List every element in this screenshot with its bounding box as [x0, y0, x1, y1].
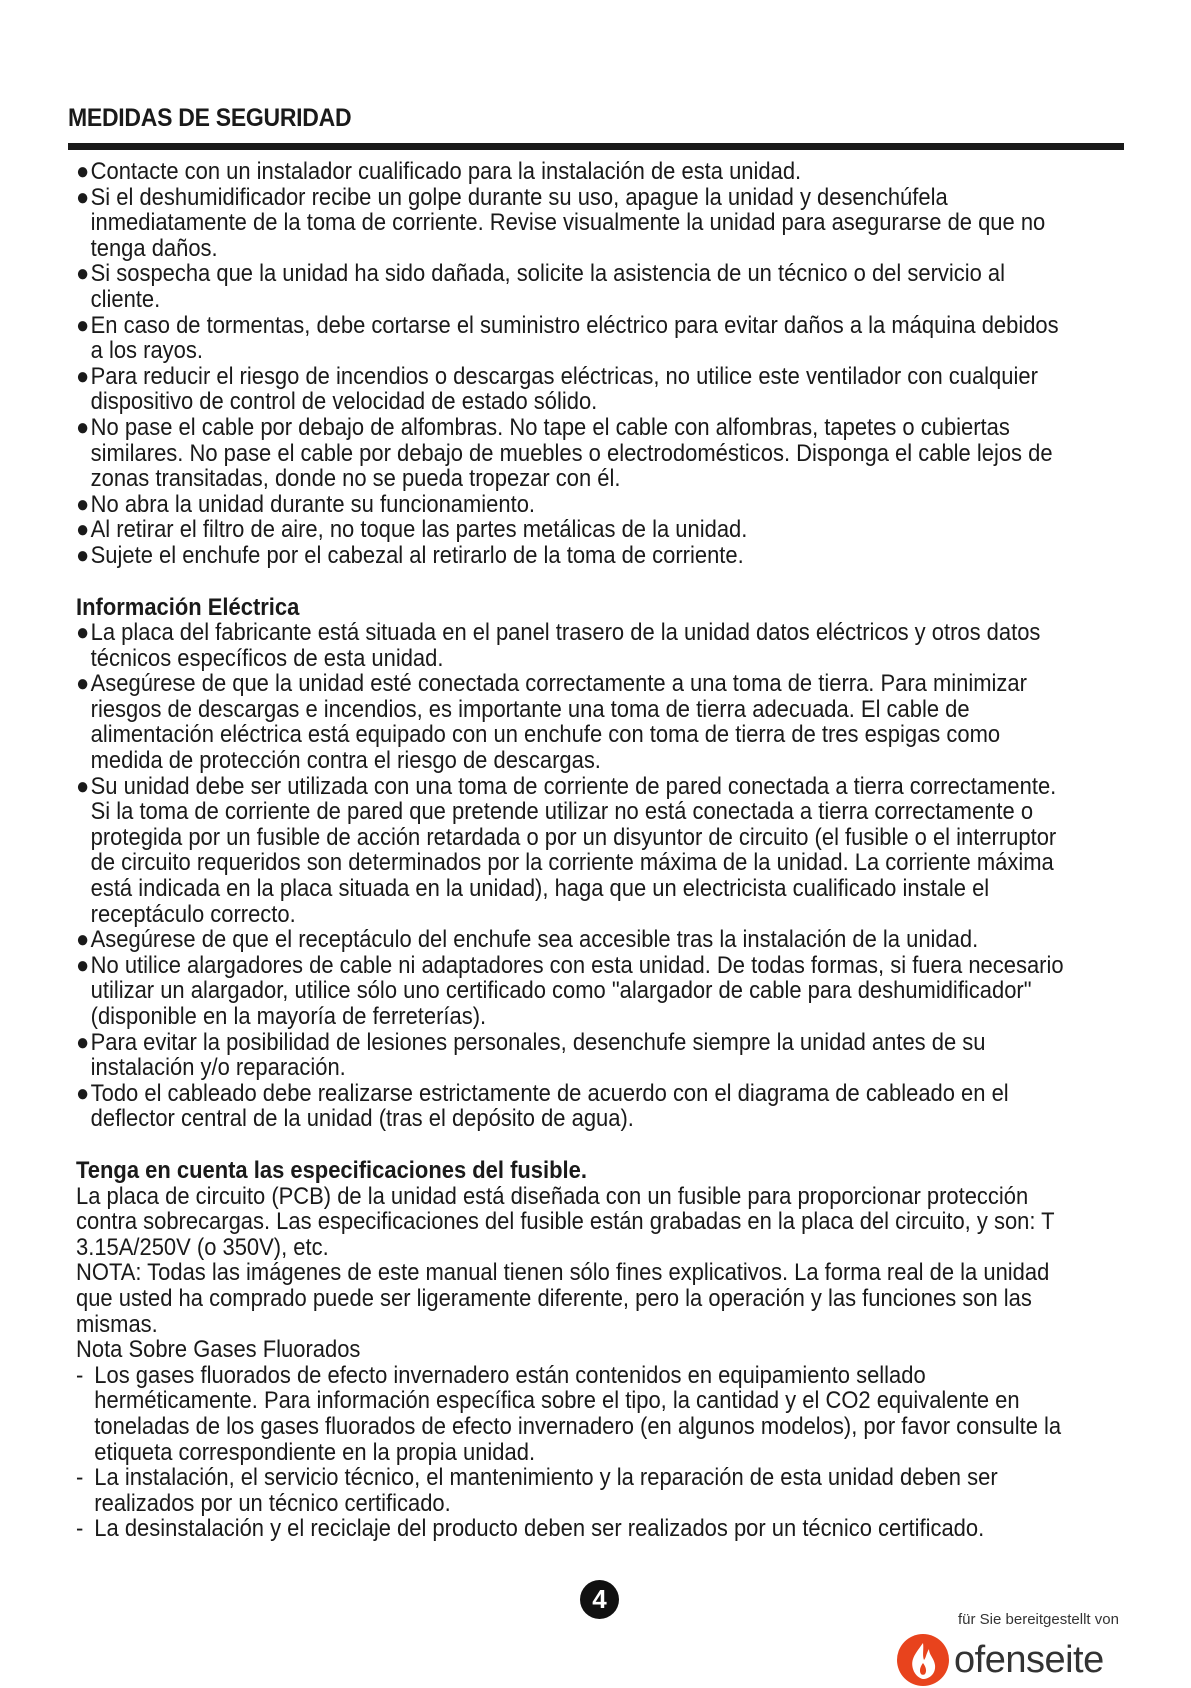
provided-by-text: für Sie bereitgestellt von: [958, 1611, 1119, 1628]
bullet-icon: ●: [76, 1028, 90, 1056]
list-item: - La desinstalación y el reciclaje del producto deben ser realizados por un técnico certificado.: [76, 1515, 985, 1543]
list-item: ● Su unidad debe ser utilizada con una toma de corriente de pared conectada a tierra correctamente. Si la toma de corriente de pared que pretende utilizar no está conectada a tierra correctamente o protegida por un fusible de acción retardada o por un disyuntor de circuito (el fusible o el interruptor de circuito requeridos son determinados por la corriente máxima de la unidad. La corriente máxima está indicada en la placa situada en la unidad), haga que un electricista cualificado instale el receptáculo correcto.: [76, 772, 1057, 928]
bullet-icon: ●: [76, 619, 90, 647]
flame-logo-icon: [896, 1633, 950, 1687]
list-item: ● En caso de tormentas, debe cortarse el suministro eléctrico para evitar daños a la máquina debidos a los rayos.: [76, 311, 1059, 365]
list-item: - La instalación, el servicio técnico, el mantenimiento y la reparación de esta unidad deben ser realizados por un técnico certificado.: [76, 1464, 998, 1517]
brand-name: ofenseite: [954, 1638, 1104, 1681]
list-item: ● Sujete el enchufe por el cabezal al retirarlo de la toma de corriente.: [76, 541, 744, 569]
list-item: ● Para evitar la posibilidad de lesiones personales, desenchufe siempre la unidad antes de su instalación y/o reparación.: [76, 1028, 986, 1082]
electrical-heading: Información Eléctrica: [76, 593, 300, 621]
safety-list: [76, 159, 1073, 569]
bullet-icon: ●: [76, 260, 90, 288]
list-item: ● Si el deshumidificador recibe un golpe durante su uso, apague la unidad y desenchúfela inmediatamente de la toma de corriente. Revise visualmente la unidad para asegurarse de que no tenga daños.: [76, 183, 1046, 262]
list-item: ● Al retirar el filtro de aire, no toque las partes metálicas de la unidad.: [76, 516, 748, 544]
list-item: ● Para reducir el riesgo de incendios o descargas eléctricas, no utilice este ventilador con cualquier dispositivo de control de velocidad de estado sólido.: [76, 362, 1038, 416]
bullet-icon: ●: [76, 183, 90, 211]
list-item: ● No abra la unidad durante su funcionamiento.: [76, 490, 536, 518]
bullet-icon: ●: [76, 413, 90, 441]
page-title: MEDIDAS DE SEGURIDAD: [68, 104, 352, 132]
bullet-icon: ●: [76, 926, 90, 954]
list-item: ● Si sospecha que la unidad ha sido dañada, solicite la asistencia de un técnico o del servicio al cliente.: [76, 260, 1006, 313]
gases-list: [76, 1363, 1073, 1542]
bullet-icon: ●: [76, 362, 90, 390]
electrical-list: [76, 620, 1073, 1132]
bullet-icon: ●: [76, 1079, 90, 1107]
list-item: ● Asegúrese de que el receptáculo del enchufe sea accesible tras la instalación de la unidad.: [76, 926, 979, 954]
content: [76, 159, 1073, 1542]
bullet-icon: ●: [76, 951, 90, 979]
dash-icon: -: [76, 1361, 84, 1389]
list-item: ● Contacte con un instalador cualificado para la instalación de esta unidad.: [76, 158, 802, 185]
bullet-icon: ●: [76, 541, 90, 569]
list-item: ● Asegúrese de que la unidad esté conectada correctamente a una toma de tierra. Para minimizar riesgos de descargas e incendios, es importante una toma de tierra adecuada. El cable de alimentación eléctrica está equipado con un enchufe con toma de tierra de tres espigas como medida de protección contra el riesgo de descargas.: [76, 670, 1027, 775]
bullet-icon: ●: [76, 670, 90, 698]
bullet-icon: ●: [76, 311, 90, 339]
list-item: ● No utilice alargadores de cable ni adaptadores con esta unidad. De todas formas, si fuera necesario utilizar un alargador, utilice sólo uno certificado como "alargador de cable para deshumidificador" (disponible en la mayoría de ferreterías).: [76, 951, 1064, 1030]
list-item: ● Todo el cableado debe realizarse estrictamente de acuerdo con el diagrama de cableado en el deflector central de la unidad (tras el depósito de agua).: [76, 1079, 1009, 1133]
title-divider: [68, 143, 1124, 150]
bullet-icon: ●: [76, 490, 90, 518]
gases-heading: Nota Sobre Gases Fluorados: [76, 1336, 361, 1364]
list-item: - Los gases fluorados de efecto invernadero están contenidos en equipamiento sellado herméticamente. Para información específica sobre el tipo, la cantidad y el CO2 equivalente en toneladas de los gases fluorados de efecto invernadero (en algunos modelos), por favor consulte la etiqueta correspondiente en la propia unidad.: [76, 1361, 1062, 1466]
fuse-text: La placa de circuito (PCB) de la unidad está diseñada con un fusible para proporcionar protección contra sobrecargas. Las especificaciones del fusible están grabadas en la placa del circuito, y son: T 3.15A/250V (o 350V), etc.: [76, 1182, 1055, 1261]
list-item: ● La placa del fabricante está situada en el panel trasero de la unidad datos eléctricos y otros datos técnicos específicos de esta unidad.: [76, 619, 1041, 672]
dash-icon: -: [76, 1515, 84, 1543]
bullet-icon: ●: [76, 772, 90, 800]
dash-icon: -: [76, 1464, 84, 1492]
bullet-icon: ●: [76, 158, 90, 185]
fuse-heading: Tenga en cuenta las especificaciones del fusible.: [76, 1156, 587, 1184]
list-item: ● No pase el cable por debajo de alfombras. No tape el cable con alfombras, tapetes o cubiertas similares. No pase el cable por debajo de muebles o electrodomésticos. Disponga el cable lejos de zonas transitadas, donde no se pueda tropezar con él.: [76, 413, 1053, 493]
note-text: NOTA: Todas las imágenes de este manual tienen sólo fines explicativos. La forma real de la unidad que usted ha comprado puede ser ligeramente diferente, pero la operación y las funciones son las mismas.: [76, 1259, 1050, 1338]
brand-logo[interactable]: [896, 1632, 1104, 1688]
page-number: 4: [580, 1580, 619, 1619]
bullet-icon: ●: [76, 516, 90, 544]
